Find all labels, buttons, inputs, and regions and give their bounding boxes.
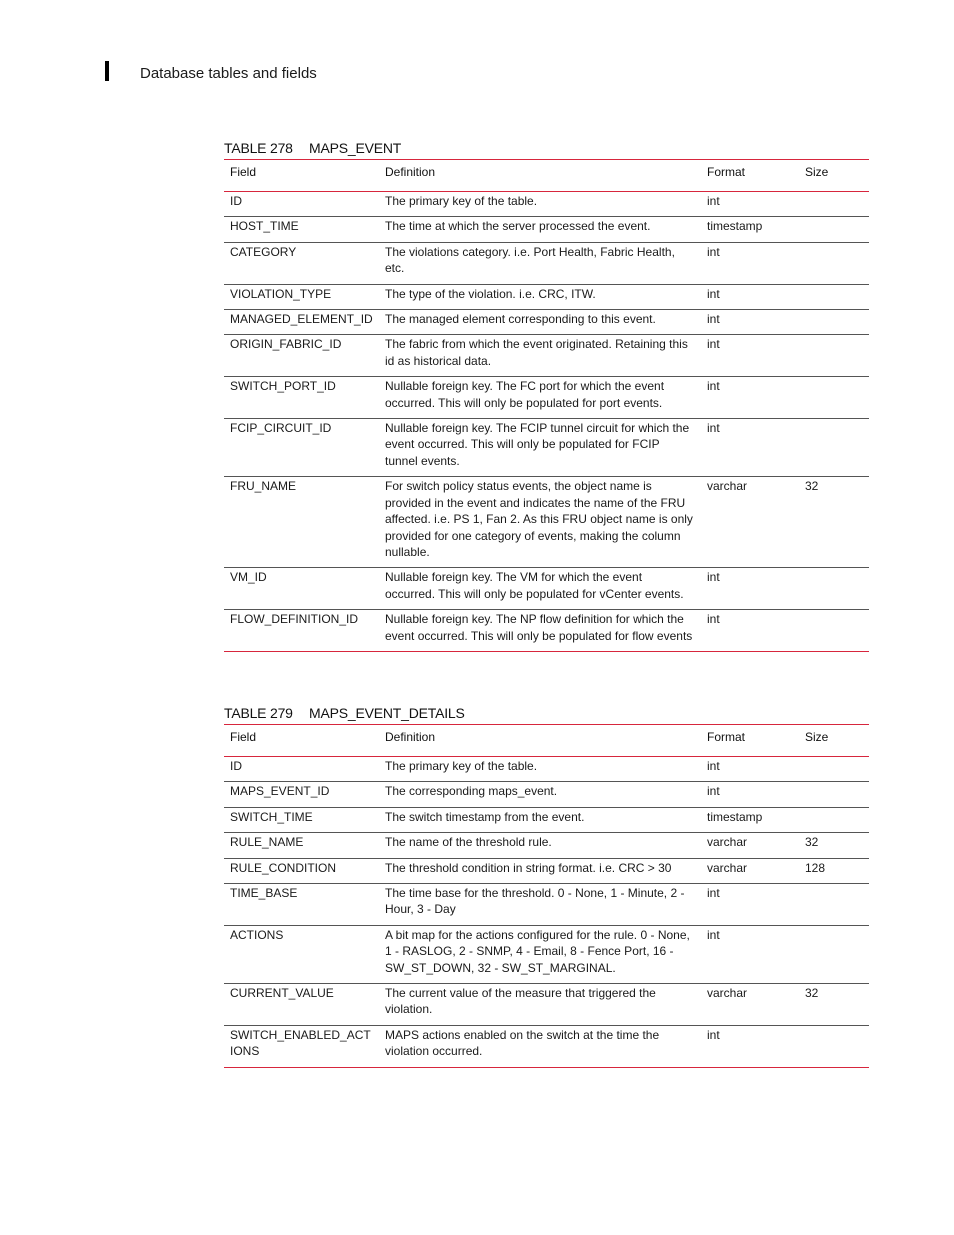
table-cell-format: int <box>701 192 799 217</box>
maps-event-details-table <box>224 724 869 1068</box>
table-cell-size: 32 <box>799 477 869 568</box>
table-cell-size <box>799 284 869 309</box>
table-cell-size: 32 <box>799 984 869 1026</box>
table-cell-format: varchar <box>701 858 799 883</box>
table-cell-field: CATEGORY <box>224 242 379 284</box>
table-cell-field: SWITCH_ENABLED_ACTIONS <box>230 1027 371 1059</box>
table-cell-format: int <box>701 568 799 610</box>
table-cell-format: int <box>701 335 799 377</box>
table-cell-format: timestamp <box>701 217 799 242</box>
column-header-size: Size <box>799 160 869 192</box>
table-row <box>224 1025 869 1067</box>
table-cell-format: int <box>701 419 799 477</box>
table-cell-field: CURRENT_VALUE <box>224 984 379 1026</box>
table-row <box>224 377 869 419</box>
table-cell-definition: The managed element corresponding to this event. <box>379 310 701 335</box>
table-cell-format: int <box>701 310 799 335</box>
table-row <box>224 884 869 926</box>
table-cell-size <box>799 1025 869 1067</box>
table-cell-format: timestamp <box>701 807 799 832</box>
table-row <box>224 419 869 477</box>
header-row <box>224 160 869 192</box>
column-header-format: Format <box>701 160 799 192</box>
table-cell-format: int <box>701 284 799 309</box>
table-cell-definition: The threshold condition in string format. i.e. CRC > 30 <box>379 858 701 883</box>
table-cell-format: int <box>707 612 720 627</box>
table-cell-definition: The violations category. i.e. Port Health, Fabric Health, etc. <box>379 242 701 284</box>
table-cell-size <box>799 242 869 284</box>
table-row <box>224 284 869 309</box>
running-header: Database tables and fields <box>140 65 317 82</box>
table-cell-format: int <box>701 242 799 284</box>
table-cell-field: RULE_CONDITION <box>224 858 379 883</box>
table-cell-definition: Nullable foreign key. The FC port for which the event occurred. This will only be populated for port events. <box>379 377 701 419</box>
table-cell-definition: Nullable foreign key. The NP flow definition for which the event occurred. This will only be populated for flow events <box>385 612 693 643</box>
table-cell-field: MAPS_EVENT_ID <box>224 782 379 807</box>
table-cell-format: varchar <box>701 477 799 568</box>
table-row <box>224 984 869 1026</box>
table-cell-definition: The primary key of the table. <box>379 757 701 782</box>
table-cell-definition: The name of the threshold rule. <box>379 833 701 858</box>
table-cell-field: FCIP_CIRCUIT_ID <box>224 419 379 477</box>
table-cell-size <box>799 217 869 242</box>
column-header-definition: Definition <box>379 160 701 192</box>
table-row <box>224 858 869 883</box>
table-cell-field: FRU_NAME <box>224 477 379 568</box>
column-header-field: Field <box>224 160 379 192</box>
table-row <box>224 807 869 832</box>
header-row <box>224 725 869 757</box>
table-row <box>224 610 869 652</box>
table-name: MAPS_EVENT <box>309 140 402 156</box>
table-cell-field: MANAGED_ELEMENT_ID <box>224 310 379 335</box>
table-cell-size: 32 <box>799 833 869 858</box>
table-cell-size <box>799 807 869 832</box>
table-cell-size <box>799 610 869 652</box>
table-number: TABLE 279 <box>224 705 293 721</box>
table-cell-definition: The switch timestamp from the event. <box>379 807 701 832</box>
margin-change-bar <box>105 61 109 81</box>
table-cell-field: RULE_NAME <box>224 833 379 858</box>
table-cell-definition: The primary key of the table. <box>379 192 701 217</box>
table-row <box>224 310 869 335</box>
table-cell-definition: The current value of the measure that triggered the violation. <box>379 984 701 1026</box>
column-header-format: Format <box>701 725 799 757</box>
table-row <box>224 217 869 242</box>
table-cell-size <box>799 884 869 926</box>
table-cell-field: SWITCH_PORT_ID <box>224 377 379 419</box>
table-row <box>224 757 869 782</box>
table-cell-format: varchar <box>701 984 799 1026</box>
table-cell-field: VIOLATION_TYPE <box>224 284 379 309</box>
table-cell-field: TIME_BASE <box>224 884 379 926</box>
table-279-block <box>224 702 869 1068</box>
table-cell-size <box>799 925 869 983</box>
table-cell-definition: The fabric from which the event originated. Retaining this id as historical data. <box>379 335 701 377</box>
table-cell-definition: The corresponding maps_event. <box>379 782 701 807</box>
table-cell-size <box>799 757 869 782</box>
table-cell-format: int <box>701 782 799 807</box>
table-cell-definition: MAPS actions enabled on the switch at the time the violation occurred. <box>385 1027 660 1059</box>
table-cell-definition: The time base for the threshold. 0 - None, 1 - Minute, 2 - Hour, 3 - Day <box>379 884 701 926</box>
table-cell-size <box>799 568 869 610</box>
maps-event-table <box>224 159 869 652</box>
table-row <box>224 833 869 858</box>
table-cell-field: ACTIONS <box>224 925 379 983</box>
table-cell-field: ORIGIN_FABRIC_ID <box>224 335 379 377</box>
table-caption <box>224 702 869 724</box>
table-cell-size <box>799 377 869 419</box>
table-cell-definition: The type of the violation. i.e. CRC, ITW. <box>379 284 701 309</box>
table-cell-format: int <box>701 757 799 782</box>
table-cell-size <box>799 419 869 477</box>
table-row <box>224 242 869 284</box>
table-cell-format: varchar <box>701 833 799 858</box>
table-cell-format: int <box>701 925 799 983</box>
table-row <box>224 477 869 568</box>
table-cell-field: ID <box>224 757 379 782</box>
column-header-field: Field <box>224 725 379 757</box>
table-caption <box>224 137 869 159</box>
table-cell-size <box>799 782 869 807</box>
table-cell-field: FLOW_DEFINITION_ID <box>230 612 359 627</box>
column-header-definition: Definition <box>379 725 701 757</box>
table-cell-format: int <box>701 377 799 419</box>
table-cell-size <box>799 310 869 335</box>
column-header-size: Size <box>799 725 869 757</box>
table-number: TABLE 278 <box>224 140 293 156</box>
table-cell-field: ID <box>224 192 379 217</box>
table-cell-size: 128 <box>799 858 869 883</box>
table-cell-field: HOST_TIME <box>224 217 379 242</box>
table-cell-definition: Nullable foreign key. The VM for which the event occurred. This will only be populated for vCenter events. <box>379 568 701 610</box>
table-278-block <box>224 137 869 652</box>
table-row <box>224 192 869 217</box>
table-cell-field: SWITCH_TIME <box>224 807 379 832</box>
table-row <box>224 782 869 807</box>
table-name: MAPS_EVENT_DETAILS <box>309 705 465 721</box>
table-cell-field: VM_ID <box>224 568 379 610</box>
table-cell-size <box>799 192 869 217</box>
table-row <box>224 568 869 610</box>
table-row <box>224 925 869 983</box>
table-cell-definition: For switch policy status events, the object name is provided in the event and indicates the name of the FRU affected. i.e. PS 1, Fan 2. As this FRU object name is only provided for one category of events, making the column nullable. <box>379 477 701 568</box>
table-cell-format: int <box>701 884 799 926</box>
table-cell-definition: A bit map for the actions configured for the rule. 0 - None, 1 - RASLOG, 2 - SNMP, 4 - Email, 8 - Fence Port, 16 - SW_ST_DOWN, 32 - SW_ST_MARGINAL. <box>379 925 701 983</box>
table-cell-size <box>799 335 869 377</box>
table-cell-format: int <box>707 1027 720 1042</box>
table-row <box>224 335 869 377</box>
table-cell-definition: Nullable foreign key. The FCIP tunnel circuit for which the event occurred. This will only be populated for FCIP tunnel events. <box>379 419 701 477</box>
table-cell-definition: The time at which the server processed the event. <box>379 217 701 242</box>
